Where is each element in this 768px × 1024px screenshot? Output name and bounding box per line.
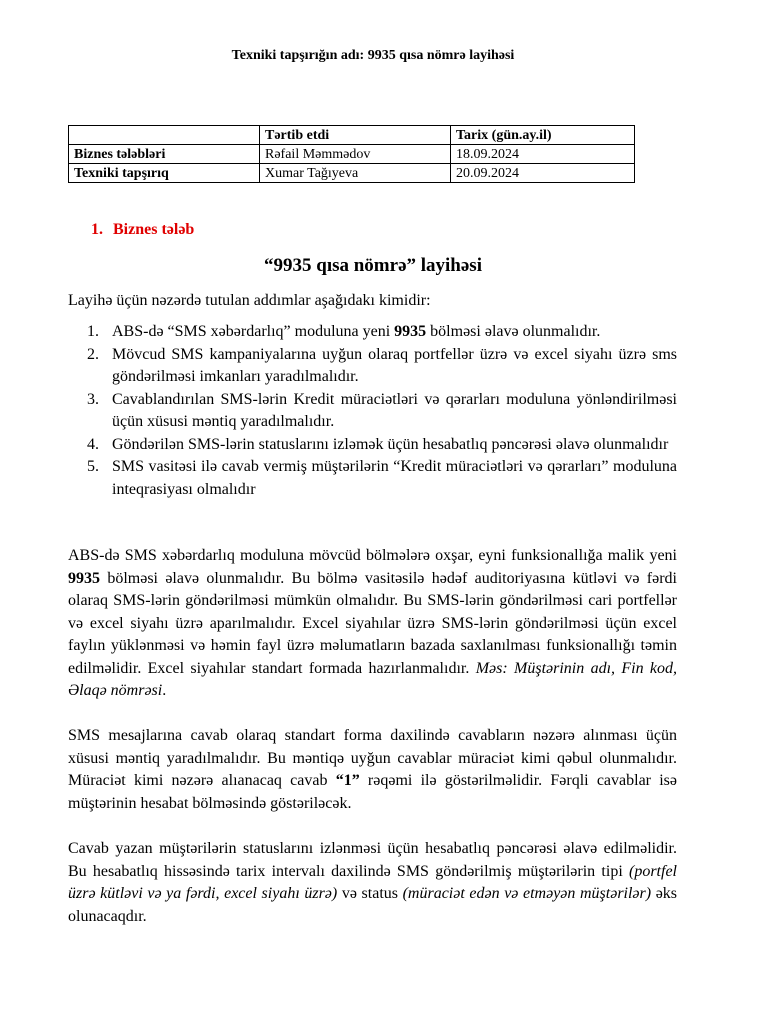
paragraph-reporting	[68, 838, 677, 928]
paragraph-reply-logic	[68, 725, 677, 815]
list-item-bold: 9935	[394, 323, 427, 340]
project-title: “9935 qısa nömrə” layihəsi	[264, 255, 482, 276]
list-item	[68, 321, 677, 344]
paragraph-italic: Məs: Müştərinin adı, Fin kod, Əlaqə nömrəsi	[68, 659, 678, 699]
meta-header-empty	[69, 126, 260, 145]
list-item-text-end: bölməsi əlavə olunmalıdır.	[426, 323, 601, 340]
section-heading	[91, 221, 194, 239]
row-author: Xumar Tağıyeva	[260, 164, 451, 183]
list-item-text: SMS vasitəsi ilə cavab vermiş müştərilərin “Kredit müraciətləri və qərarları” moduluna inteqrasiyası olmalıdır	[112, 458, 677, 498]
paragraph-text: ABS-də SMS xəbərdarlıq moduluna mövcüd bölmələrə oxşar, eyni funksionallığa malik yeni	[68, 547, 677, 564]
section-heading-text: Biznes tələb	[113, 221, 195, 238]
list-item-number: 4.	[87, 435, 99, 453]
steps-list	[68, 321, 677, 501]
meta-header-date: Tarix (gün.ay.il)	[451, 126, 635, 145]
row-date: 20.09.2024	[451, 164, 635, 183]
paragraph-module-description	[68, 545, 677, 703]
paragraph-text-end: əks olunacaqdır.	[68, 885, 678, 925]
paragraph-text-mid: və status	[337, 885, 403, 902]
document-title: Texniki tapşırığın adı: 9935 qısa nömrə layihəsi	[231, 48, 515, 63]
list-item-text: Göndərilən SMS-lərin statuslarını izləmək üçün hesabatlıq pəncərəsi əlavə olunmalıdır	[112, 435, 669, 453]
list-item-number: 1.	[87, 323, 99, 340]
meta-table	[68, 125, 635, 183]
list-item-text: Cavablandırılan SMS-lərin Kredit müraciətləri və qərarları moduluna yönləndirilməsi üçün xüsusi məntiq yaradılmalıdır.	[112, 390, 677, 430]
paragraph-text-end: .	[162, 682, 167, 699]
list-item-number: 5.	[87, 458, 99, 475]
list-item	[68, 434, 677, 457]
meta-header-author: Tərtib etdi	[260, 126, 451, 145]
row-author: Rəfail Məmmədov	[260, 145, 451, 164]
paragraph-bold: “1”	[335, 772, 360, 789]
row-label: Texniki tapşırıq	[69, 164, 260, 183]
table-row	[69, 164, 635, 183]
paragraph-text-end: rəqəmi ilə göstərilməlidir. Fərqli cavablar isə müştərinin hesabat bölməsində göstəriləcək.	[68, 772, 678, 812]
paragraph-text-mid: bölməsi əlavə olunmalıdır. Bu bölmə vasitəsilə hədəf auditoriyasına kütləvi və fərdi olaraq SMS-lərin göndərilməsi mümkün olmalıdır. Bu SMS-lərin göndərilməsi cari portfellər və excel siyahı üzrə aparılmalıdır. Excel siyahılar üzrə SMS-lərin göndərilməsi üçün excel faylın yüklənməsi və həmin fayl üzrə məlumatların bazada saxlanılması funksionallığı təmin edilməlidir. Excel siyahılar standart formada hazırlanmalıdır.	[68, 569, 677, 677]
paragraph-text: Cavab yazan müştərilərin statuslarını izlənməsi üçün hesabatlıq pəncərəsi əlavə edilməlidir. Bu hesabatlıq hissəsində tarix intervalı daxilində SMS göndərilmiş müştərilərin tipi	[68, 840, 677, 880]
intro-text: Layihə üçün nəzərdə tutulan addımlar aşağıdakı kimidir:	[68, 292, 431, 309]
table-row	[69, 145, 635, 164]
paragraph-italic: (müraciət edən və etməyən müştərilər)	[402, 885, 652, 902]
paragraph-italic: (portfel üzrə kütləvi və ya fərdi, excel siyahı üzrə)	[68, 862, 677, 902]
list-item-number: 3.	[87, 390, 99, 408]
row-label: Biznes tələbləri	[69, 145, 260, 164]
list-item-text: Mövcud SMS kampaniyalarına uyğun olaraq portfellər üzrə və excel siyahı üzrə sms göndərilməsi imkanları yaradılmalıdır.	[112, 345, 677, 385]
paragraph-bold: 9935	[68, 569, 100, 587]
list-item	[68, 344, 677, 389]
list-item-text: ABS-də “SMS xəbərdarlıq” moduluna yeni	[112, 323, 395, 340]
section-number: 1.	[91, 221, 103, 238]
paragraph-text: SMS mesajlarına cavab olaraq standart forma daxilində cavabların nəzərə alınması üçün xüsusi məntiq yaradılmalıdır. Bu məntiqə uyğun cavablar müraciət kimi qəbul olunmalıdır. Müraciət kimi nəzərə alıanacaq cavab	[68, 727, 677, 789]
row-date: 18.09.2024	[451, 145, 635, 164]
list-item	[68, 389, 677, 434]
meta-table-header-row	[69, 126, 635, 145]
list-item	[68, 456, 677, 501]
list-item-number: 2.	[87, 345, 99, 363]
